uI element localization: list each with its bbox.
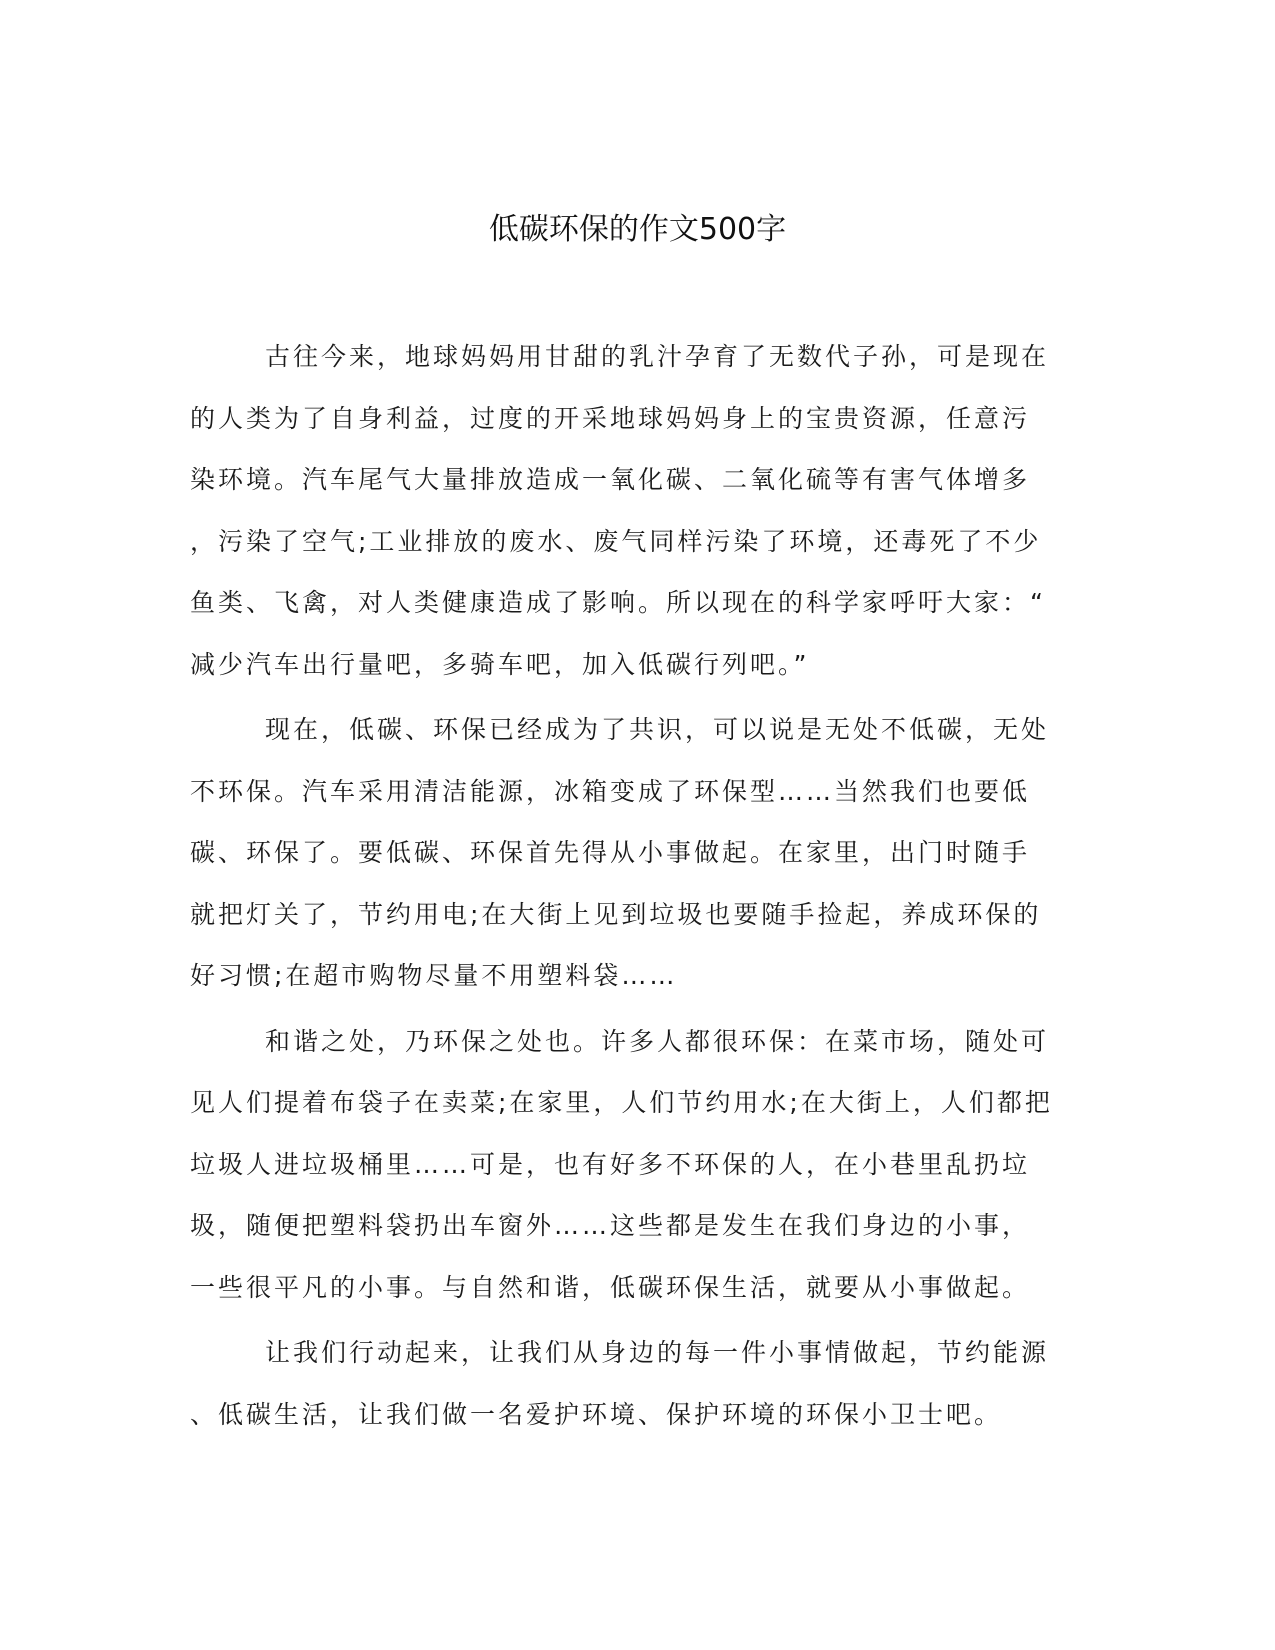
paragraph-line: 和谐之处，乃环保之处也。许多人都很环保：在菜市场，随处可 <box>265 1026 1050 1056</box>
paragraph-line: 碳、环保了。要低碳、环保首先得从小事做起。在家里，出门时随手 <box>190 838 1031 867</box>
paragraph-line: 就把灯关了，节约用电;在大街上见到垃圾也要随手捡起，养成环保的 <box>190 899 1042 929</box>
paragraph-line: 古往今来，地球妈妈用甘甜的乳汁孕育了无数代子孙，可是现在 <box>265 342 1050 371</box>
paragraph-line: 见人们提着布袋子在卖菜;在家里，人们节约用水;在大街上，人们都把 <box>190 1088 1053 1117</box>
paragraph-line: 减少汽车出行量吧，多骑车吧，加入低碳行列吧。” <box>190 649 810 679</box>
paragraph-line: 好习惯;在超市购物尽量不用塑料袋…… <box>190 961 678 990</box>
paragraph-line: 染环境。汽车尾气大量排放造成一氧化碳、二氧化硫等有害气体增多 <box>190 465 1031 494</box>
paragraph-4 <box>190 1322 1090 1445</box>
paragraph-line: 圾，随便把塑料袋扔出车窗外……这些都是发生在我们身边的小事， <box>190 1211 1031 1240</box>
paragraph-line: 现在，低碳、环保已经成为了共识，可以说是无处不低碳，无处 <box>265 715 1050 744</box>
paragraph-line: 让我们行动起来，让我们从身边的每一件小事情做起，节约能源 <box>265 1338 1050 1367</box>
paragraph-line: 鱼类、飞禽，对人类健康造成了影响。所以现在的科学家呼吁大家：“ <box>190 588 1046 617</box>
document-title: 低碳环保的作文500字 <box>488 212 787 247</box>
paragraph-line: 不环保。汽车采用清洁能源，冰箱变成了环保型……当然我们也要低 <box>190 776 1031 806</box>
paragraph-line: 垃圾人进垃圾桶里……可是，也有好多不环保的人，在小巷里乱扔垃 <box>190 1149 1031 1179</box>
paragraph-3 <box>190 1011 1090 1319</box>
document-body <box>190 326 1090 1449</box>
paragraph-line: 、低碳生活，让我们做一名爱护环境、保护环境的环保小卫士吧。 <box>190 1399 1003 1429</box>
paragraph-1 <box>190 326 1090 695</box>
paragraph-2 <box>190 699 1090 1007</box>
paragraph-line: ，污染了空气;工业排放的废水、废气同样污染了环境，还毒死了不少 <box>190 526 1042 556</box>
paragraph-line: 一些很平凡的小事。与自然和谐，低碳环保生活，就要从小事做起。 <box>190 1272 1031 1302</box>
paragraph-line: 的人类为了自身利益，过度的开采地球妈妈身上的宝贵资源，任意污 <box>190 403 1031 433</box>
